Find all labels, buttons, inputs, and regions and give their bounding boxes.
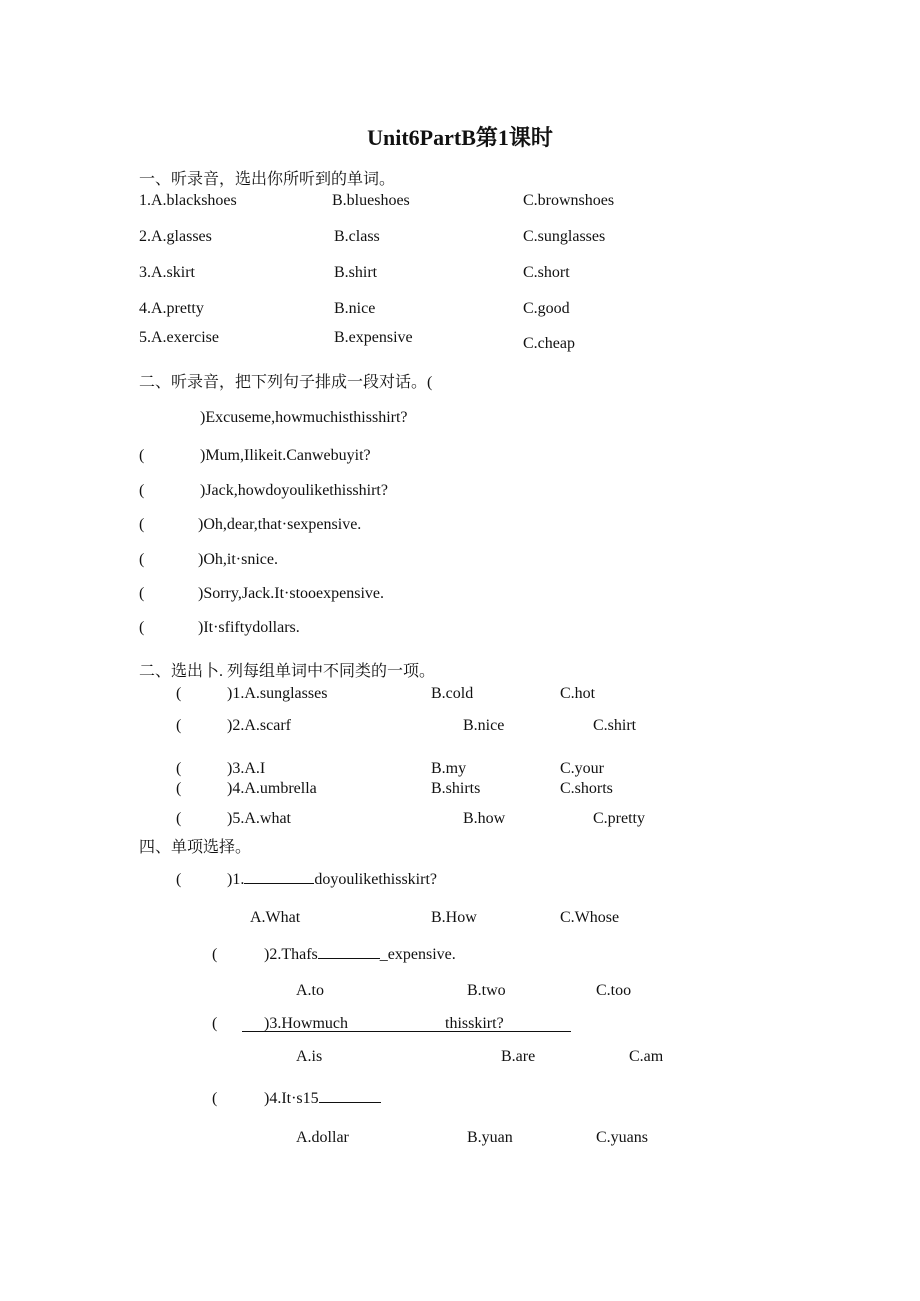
s3-paren-2: ( bbox=[176, 717, 182, 734]
s1-q1-option-a: 1.A.blackshoes bbox=[139, 192, 237, 209]
s2-line-2: )Mum,Ilikeit.Canwebuyit? bbox=[200, 447, 371, 464]
s1-q4-option-b: B.nice bbox=[334, 300, 376, 317]
s3-paren-3: ( bbox=[176, 760, 182, 777]
s4-q2-option-a: A.to bbox=[296, 982, 324, 999]
s4-q1-option-a: A.What bbox=[250, 909, 301, 926]
s4-q2-blank[interactable] bbox=[318, 946, 380, 959]
s3-q1-option-b: B.cold bbox=[431, 685, 474, 702]
s3-q5-option-a: )5.A.what bbox=[227, 810, 291, 827]
s1-q3-option-c: C.short bbox=[523, 264, 570, 281]
s4-q2-option-c: C.too bbox=[596, 982, 632, 999]
section3-heading: 二、选出卜. 列每组单词中不同类的一项。 bbox=[139, 663, 436, 680]
s4-q1-option-c: C.Whose bbox=[560, 909, 620, 926]
s2-line-6: )Sorry,Jack.It·stooexpensive. bbox=[198, 585, 385, 602]
s4-paren-2: ( bbox=[212, 946, 218, 963]
s3-q1-option-c: C.hot bbox=[560, 685, 596, 702]
s2-paren-3: ( bbox=[139, 482, 145, 499]
s4-q3-option-a: A.is bbox=[296, 1048, 323, 1065]
s3-q3-option-a: )3.A.I bbox=[227, 760, 266, 777]
s3-q4-option-a: )4.A.umbrella bbox=[227, 780, 317, 797]
s4-q2-prefix: )2.Thafs bbox=[264, 946, 318, 963]
s4-q1-blank[interactable] bbox=[244, 871, 314, 884]
s2-line-3: )Jack,howdoyoulikethisshirt? bbox=[200, 482, 388, 499]
s1-q1-option-b: B.blueshoes bbox=[332, 192, 410, 209]
s1-q2-option-c: C.sunglasses bbox=[523, 228, 606, 245]
s4-q4-prefix: )4.It·s15 bbox=[264, 1090, 319, 1107]
s4-q4-blank[interactable] bbox=[319, 1090, 381, 1103]
s4-q4-stem bbox=[264, 1089, 381, 1109]
s3-q1-option-a: )1.A.sunglasses bbox=[227, 685, 328, 702]
s4-q2-suffix: _expensive. bbox=[379, 946, 456, 963]
s1-q2-option-a: 2.A.glasses bbox=[139, 228, 212, 245]
s3-paren-4: ( bbox=[176, 780, 182, 797]
page-title: Unit6PartB第1课时 bbox=[367, 125, 553, 150]
s4-q2-stem bbox=[264, 945, 456, 965]
s4-q1-stem bbox=[227, 870, 437, 890]
s2-paren-7: ( bbox=[139, 619, 145, 636]
s3-q2-option-b: B.nice bbox=[463, 717, 505, 734]
s4-q3-suffix: thisskirt? bbox=[445, 1015, 504, 1032]
s4-q4-option-c: C.yuans bbox=[596, 1129, 648, 1146]
s1-q3-option-a: 3.A.skirt bbox=[139, 264, 195, 281]
section1-heading: 一、听录音，选出你所听到的单词。 bbox=[139, 171, 396, 188]
s3-paren-5: ( bbox=[176, 810, 182, 827]
s4-q3-option-c: C.am bbox=[629, 1048, 664, 1065]
s2-paren-5: ( bbox=[139, 551, 145, 568]
s2-line-4: )Oh,dear,that·sexpensive. bbox=[198, 516, 362, 533]
s4-q1-suffix: doyoulikethisskirt? bbox=[314, 871, 437, 888]
s1-q4-option-a: 4.A.pretty bbox=[139, 300, 204, 317]
s3-q2-option-c: C.shirt bbox=[593, 717, 637, 734]
s3-q3-option-c: C.your bbox=[560, 760, 604, 777]
s4-q2-option-b: B.two bbox=[467, 982, 506, 999]
s3-q5-option-c: C.pretty bbox=[593, 810, 645, 827]
s4-q1-prefix: )1. bbox=[227, 871, 245, 888]
s4-q4-option-b: B.yuan bbox=[467, 1129, 513, 1146]
s4-q4-option-a: A.dollar bbox=[296, 1129, 349, 1146]
s2-paren-6: ( bbox=[139, 585, 145, 602]
s1-q5-option-c: C.cheap bbox=[523, 335, 575, 352]
s3-q2-option-a: )2.A.scarf bbox=[227, 717, 291, 734]
s1-q4-option-c: C.good bbox=[523, 300, 570, 317]
s4-paren-1: ( bbox=[176, 871, 182, 888]
s3-paren-1: ( bbox=[176, 685, 182, 702]
s1-q5-option-a: 5.A.exercise bbox=[139, 329, 219, 346]
s4-paren-3: ( bbox=[212, 1015, 218, 1032]
s4-paren-4: ( bbox=[212, 1090, 218, 1107]
s2-line-7: )It·sfiftydollars. bbox=[198, 619, 300, 636]
s1-q2-option-b: B.class bbox=[334, 228, 380, 245]
s3-q3-option-b: B.my bbox=[431, 760, 467, 777]
s3-q5-option-b: B.how bbox=[463, 810, 506, 827]
s3-q4-option-b: B.shirts bbox=[431, 780, 481, 797]
s2-line-5: )Oh,it·snice. bbox=[198, 551, 278, 568]
s1-q5-option-b: B.expensive bbox=[334, 329, 413, 346]
s4-q1-option-b: B.How bbox=[431, 909, 477, 926]
section4-heading: 四、单项选择。 bbox=[139, 839, 252, 856]
s2-paren-4: ( bbox=[139, 516, 145, 533]
s3-q4-option-c: C.shorts bbox=[560, 780, 613, 797]
s2-line-1: )Excuseme,howmuchisthisshirt? bbox=[200, 409, 408, 426]
s1-q3-option-b: B.shirt bbox=[334, 264, 378, 281]
s1-q1-option-c: C.brownshoes bbox=[523, 192, 615, 209]
s4-q3-option-b: B.are bbox=[501, 1048, 536, 1065]
s2-paren-2: ( bbox=[139, 447, 145, 464]
s4-q3-prefix: )3.Howmuch bbox=[264, 1015, 348, 1032]
section2-heading: 二、听录音，把下列句子排成一段对话。( bbox=[139, 374, 433, 391]
